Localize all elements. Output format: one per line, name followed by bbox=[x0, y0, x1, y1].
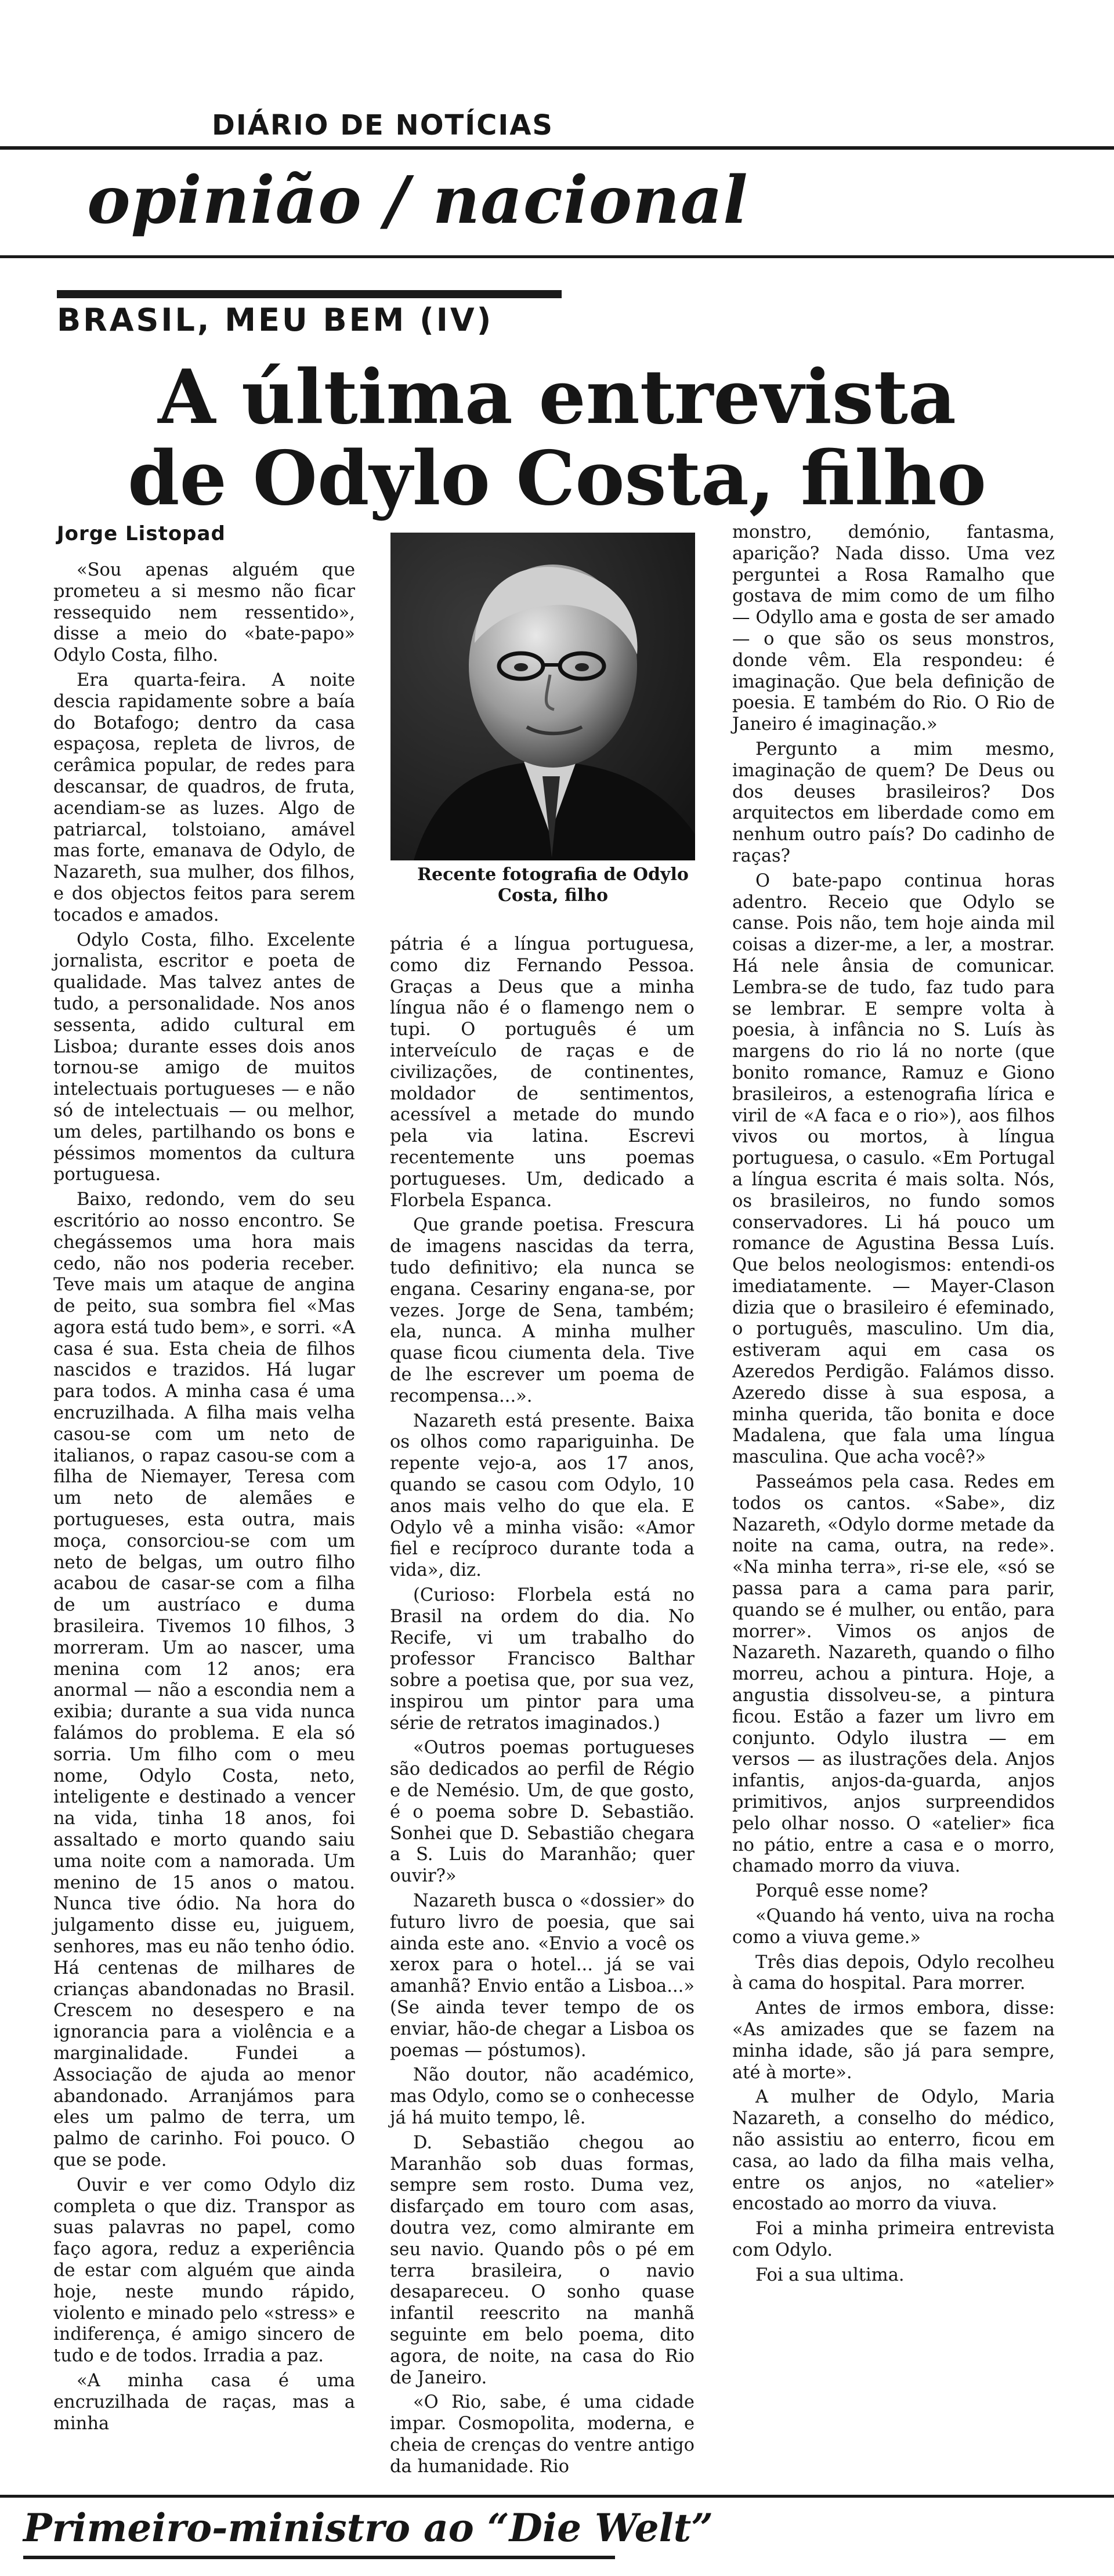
article-paragraph: Antes de irmos embora, disse: «As amizades que se fazem na minha idade, são já para sempre, até à morte». bbox=[732, 1998, 1055, 2083]
article-paragraph: «Outros poemas portugueses são dedicados ao perfil de Régio e de Nemésio. Um, de que gosto, é o poema sobre D. Sebastião. Sonhei que D. Sebastião chegara a S. Luis do Maranhão; quer ouvir?» bbox=[390, 1738, 695, 1887]
article-paragraph: Baixo, redondo, vem do seu escritório ao nosso encontro. Se chegássemos uma hora mais cedo, não nos poderia receber. Teve mais um ataque de angina de peito, sua sombra fiel «Mas agora está tudo bem», e sorri. «A casa é sua. Esta cheia de filhos nascidos e trazidos. Há lugar para todos. A minha casa é uma encruzilhada. A filha mais velha casou-se com um neto de italianos, o rapaz casou-se com a filha de Niemayer, Teresa com um neto de alemães e portugueses, esta outra, mais moça, consorciou-se com um neto de belgas, um outro filho acabou de casar-se com a filha de um austríaco e duma brasileira. Tivemos 10 filhos, 3 morreram. Um ao nascer, uma menina com 12 anos; era anormal — não a escondia nem a exibia; durante a sua vida nunca falámos do problema. E ela só sorria. Um filho com o meu nome, Odylo Costa, neto, inteligente e destinado a vencer na vida, tinha 18 anos, foi assaltado e morto quando saiu uma noite com a namorada. Um menino de 15 anos o matou. Nunca tive ódio. Na hora do julgamento disse eu, juiguem, senhores, mas eu não tenho ódio. Há centenas de milhares de crianças abandonadas no Brasil. Crescem no desespero e na ignorancia para a violência e a marginalidade. Fundei a Associação de ajuda ao menor abandonado. Arranjámos para eles um palmo de terra, um palmo de carinho. Foi pouco. O que se pode. bbox=[53, 1189, 355, 2170]
article-column-3 bbox=[732, 522, 1055, 2290]
article-paragraph: Não doutor, não académico, mas Odylo, como se o conhecesse já há muito tempo, lê. bbox=[390, 2065, 695, 2129]
article-paragraph: D. Sebastião chegou ao Maranhão sob duas formas, sempre sem rosto. Duma vez, disfarçado em touro com asas, doutra vez, como almirante em seu navio. Quando pôs o pé em terra brasileira, o navio desapareceu. O sonho quase infantil reescrito na manhã seguinte em belo poema, dito agora, de noite, na casa do Rio de Janeiro. bbox=[390, 2132, 695, 2388]
article-paragraph: «Sou apenas alguém que prometeu a si mesmo não ficar ressequido nem ressentido», disse a meio do «bate-papo» Odylo Costa, filho. bbox=[53, 560, 355, 666]
article-paragraph: A mulher de Odylo, Maria Nazareth, a conselho do médico, não assistiu ao enterro, ficou em casa, ao lado da filha mais velha, entre os anjos, no «atelier» encostado ao morro da viuva. bbox=[732, 2087, 1055, 2215]
article-paragraph: Porquê esse nome? bbox=[755, 1881, 928, 1902]
masthead-rule bbox=[0, 146, 1114, 150]
article-paragraph: Três dias depois, Odylo recolheu à cama do hospital. Para morrer. bbox=[732, 1952, 1055, 1994]
article-column-1 bbox=[53, 560, 355, 2438]
article-paragraph: Ouvir e ver como Odylo diz completa o que diz. Transpor as suas palavras no papel, como faço agora, reduz a experiência de estar com alguém que ainda hoje, neste mundo rápido, violento e minado pelo «stress» e indiferença, é amigo sincero de tudo e de todos. Irradia a paz. bbox=[53, 2175, 355, 2367]
article-paragraph: Foi a sua ultima. bbox=[755, 2264, 905, 2285]
article-paragraph: «Quando há vento, uiva na rocha como a viuva geme.» bbox=[732, 1906, 1055, 1948]
section-title: opinião / nacional bbox=[87, 162, 748, 238]
kicker: BRASIL, MEU BEM (IV) bbox=[57, 302, 494, 338]
author-photo bbox=[390, 533, 695, 860]
article-paragraph: Que grande poetisa. Frescura de imagens nascidas da terra, tudo definitivo; ela nunca se engana. Cesariny engana-se, por vezes. Jorge de Sena, também; ela, nunca. A minha mulher quase ficou ciumenta dela. Tive de lhe escrever um poema de recompensa...». bbox=[390, 1215, 695, 1406]
article-paragraph: Odylo Costa, filho. Excelente jornalista, escritor e poeta de qualidade. Mas talvez antes de tudo, a personalidade. Nos anos sessenta, adido cultural em Lisboa; durante esses dois anos tornou-se amigo de muitos intelectuais portugueses — e não só de intelectuais — ou melhor, um deles, partilhando os bons e péssimos momentos da cultura portuguesa. bbox=[53, 929, 355, 1185]
footer-rule bbox=[0, 2495, 1114, 2498]
kicker-bar bbox=[57, 290, 562, 298]
article-paragraph: Pergunto a mim mesmo, imaginação de quem? De Deus ou dos deuses brasileiros? Dos arquitectos em liberdade como em nenhum outro país? Do cadinho de raças? bbox=[732, 739, 1055, 866]
article-paragraph: pátria é a língua portuguesa, como diz Fernando Pessoa. Graças a Deus que a minha língua não é o flamengo nem o tupi. O português é um interveículo de raças e de civilizações, de continentes, moldador de sentimentos, acessível a metade do mundo pela via latina. Escrevi recentemente uns poemas portugueses. Um, dedicado a Florbela Espanca. bbox=[390, 934, 695, 1211]
article-paragraph: Era quarta-feira. A noite descia rapidamente sobre a baía do Botafogo; dentro da casa espaçosa, repleta de livros, de cerâmica popular, de redes para descansar, de quadros, de fruta, acendiam-se as luzes. Algo de patriarcal, tolstoiano, amável mas forte, emanava de Odylo, de Nazareth, sua mulher, dos filhos, e dos objectos feitos para serem tocados e amados. bbox=[53, 670, 355, 925]
article-paragraph: Nazareth está presente. Baixa os olhos como rapariguinha. De repente vejo-a, aos 17 anos, quando se casou com Odylo, 10 anos mais velho do que ela. E Odylo vê a minha visão: «Amor fiel e recíproco durante toda a vida», diz. bbox=[390, 1410, 695, 1581]
headline-line-1: A última entrevista bbox=[158, 354, 956, 441]
article-column-2 bbox=[390, 934, 695, 2481]
masthead: DIÁRIO DE NOTÍCIAS bbox=[212, 109, 554, 142]
headline bbox=[0, 354, 1114, 522]
article-paragraph: «A minha casa é uma encruzilhada de raças, mas a minha bbox=[53, 2370, 355, 2434]
footer-underline bbox=[23, 2556, 615, 2559]
portrait-image bbox=[390, 533, 695, 860]
photo-caption: Recente fotografia de Odylo Costa, filho bbox=[417, 864, 689, 906]
section-rule bbox=[0, 255, 1114, 258]
article-paragraph: O bate-papo continua horas adentro. Receio que Odylo se canse. Pois não, tem hoje ainda mil coisas a dizer-me, a ler, a mostrar. Há nele ânsia de comunicar. Lembra-se de tudo, faz tudo para se lembrar. E sempre volta à poesia, à infância no S. Luís às margens do rio lá no norte (que bonito romance, Ramuz e Giono brasileiros, a estenografia lírica e viril de «A faca e o rio»), aos filhos vivos ou mortos, à língua portuguesa, o casulo. «Em Portugal a língua escrita é mais solta. Nós, os brasileiros, no fundo somos conservadores. Li há pouco um romance de Agustina Bessa Luís. Que belos neologismos: entendi-os imediatamente. — Mayer-Clason dizia que o brasileiro é efeminado, o português, masculino. Um dia, estiveram aqui em casa os Azeredos Perdigão. Falámos disso. Azeredo disse à sua esposa, a minha querida, tão bonita e doce Madalena, que fala uma língua masculina. Que acha você?» bbox=[732, 870, 1055, 1468]
article-paragraph: Foi a minha primeira entrevista com Odylo. bbox=[732, 2219, 1055, 2260]
headline-line-2: de Odylo Costa, filho bbox=[127, 435, 987, 522]
article-paragraph: Passeámos pela casa. Redes em todos os cantos. «Sabe», diz Nazareth, «Odylo dorme metade da noite na cama, outra, na rede». «Na minha terra», ri-se ele, «só se passa para a cama para parir, quando se é mulher, ou então, para morrer». Vimos os anjos de Nazareth. Nazareth, quando o filho morreu, achou a pintura. Hoje, a angustia dissolveu-se, a pintura ficou. Estão a fazer um livro em conjunto. Odylo ilustra — em versos — as ilustrações dela. Anjos infantis, anjos-da-guarda, anjos primitivos, anjos surpreendidos pelo olhar nosso. O «atelier» fica no pátio, entre a casa e o morro, chamado morro da viuva. bbox=[732, 1472, 1055, 1877]
byline: Jorge Listopad bbox=[57, 522, 226, 545]
article-paragraph: monstro, demónio, fantasma, aparição? Nada disso. Uma vez perguntei a Rosa Ramalho que gostava de mim como de um filho — Odyllo ama e gosta de ser amado — o que são os seus monstros, donde vêm. Ela respondeu: é imaginação. Que bela definição de poesia. E também do Rio. O Rio de Janeiro é imaginação.» bbox=[732, 522, 1055, 735]
article-paragraph: Nazareth busca o «dossier» do futuro livro de poesia, que sai ainda este ano. «Envio a você os xerox para o hotel... já se vai amanhã? Envio então a Lisboa...» (Se ainda tever tempo de os enviar, hão-de chegar a Lisboa os poemas — póstumos). bbox=[390, 1891, 695, 2061]
footer-headline: Primeiro-ministro ao “Die Welt” bbox=[23, 2505, 714, 2550]
article-paragraph: (Curioso: Florbela está no Brasil na ordem do dia. No Recife, vi um trabalho do professor Francisco Balthar sobre a poetisa que, por sua vez, inspirou um pintor para uma série de retratos imaginados.) bbox=[390, 1584, 695, 1734]
article-paragraph: «O Rio, sabe, é uma cidade impar. Cosmopolita, moderna, e cheia de crenças do ventre antigo da humanidade. Rio bbox=[390, 2392, 695, 2477]
